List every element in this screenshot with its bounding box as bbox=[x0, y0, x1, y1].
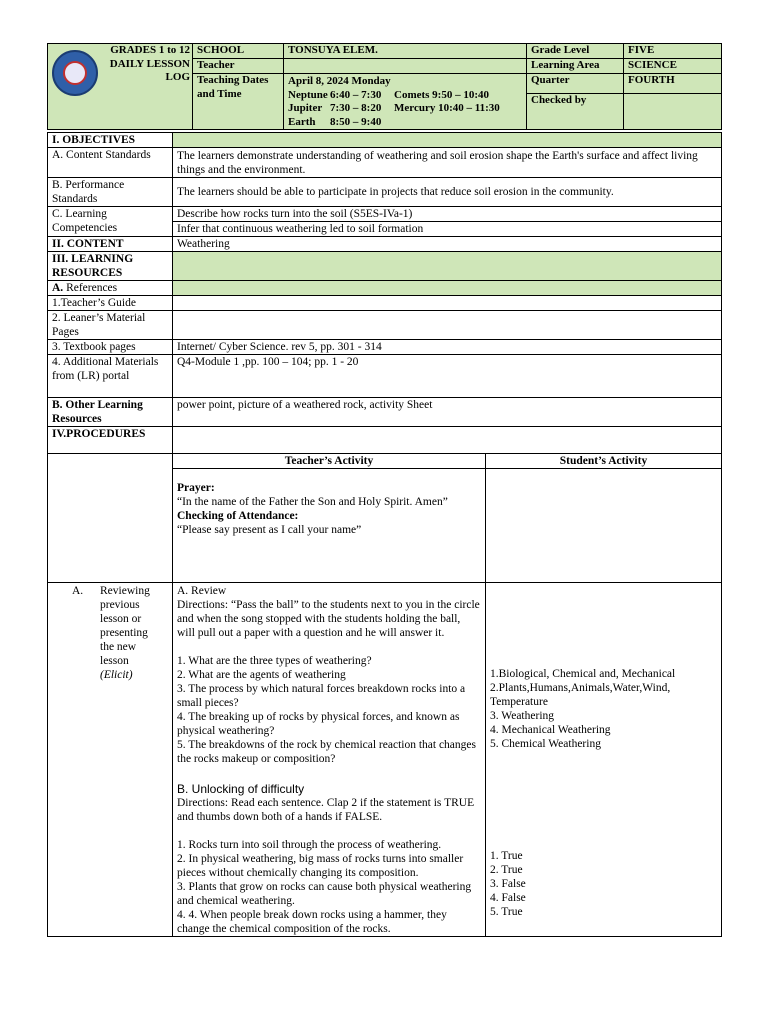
checked-value bbox=[624, 94, 722, 130]
teachers-guide-label: 1.Teacher’s Guide bbox=[48, 296, 173, 311]
other-resources-value: power point, picture of a weathered rock, activity Sheet bbox=[173, 398, 722, 427]
resources-heading: III. LEARNING RESOURCES bbox=[48, 252, 173, 281]
grade-value: FIVE bbox=[624, 44, 722, 59]
review-answer: 4. Mechanical Weathering bbox=[490, 724, 611, 736]
references-prefix: A. bbox=[52, 282, 64, 294]
step-a-label bbox=[52, 584, 168, 682]
step-line: lesson or bbox=[100, 613, 142, 625]
school-value: TONSUYA ELEM. bbox=[284, 44, 527, 59]
review-title: A. Review bbox=[177, 585, 227, 597]
review-question: 4. The breaking up of rocks by physical forces, and known as physical weathering? bbox=[177, 711, 460, 737]
deped-seal-icon bbox=[52, 50, 98, 96]
content-standards-value: The learners demonstrate understanding of weathering and soil erosion shape the Earth's surface and affect living things and the environment. bbox=[173, 148, 722, 178]
header-title-cell bbox=[48, 44, 193, 130]
competency-2: Infer that continuous weathering led to soil formation bbox=[173, 222, 722, 237]
unlock-item: 3. Plants that grow on rocks can cause both physical weathering and chemical weathering. bbox=[177, 881, 472, 907]
additional-materials-label: 4. Additional Materials from (LR) portal bbox=[48, 355, 173, 398]
student-activity-header: Student’s Activity bbox=[486, 454, 722, 469]
prayer-text: “In the name of the Father the Son and Holy Spirit. Amen” bbox=[177, 496, 448, 508]
learners-pages-value bbox=[173, 311, 722, 340]
step-tag: (Elicit) bbox=[100, 669, 133, 681]
schedule-time: 8:50 – 9:40 bbox=[330, 115, 382, 128]
date-line: April 8, 2024 Monday bbox=[288, 75, 391, 87]
unlock-item: 4. 4. When people break down rocks using a hammer, they change the chemical composition of the rocks. bbox=[177, 909, 447, 935]
schedule-extra: Mercury 10:40 – 11:30 bbox=[394, 102, 500, 114]
schedule-row bbox=[288, 102, 522, 116]
textbook-value: Internet/ Cyber Science. rev 5, pp. 301 - 314 bbox=[173, 340, 722, 355]
unlock-answer: 5. True bbox=[490, 906, 523, 918]
school-label: SCHOOL bbox=[193, 44, 284, 59]
teacher-value bbox=[284, 59, 527, 74]
schedule-extra: Comets 9:50 – 10:40 bbox=[394, 88, 490, 101]
intro-teacher-cell bbox=[173, 469, 486, 583]
content-heading: II. CONTENT bbox=[48, 237, 173, 252]
unlock-answer: 4. False bbox=[490, 892, 526, 904]
review-answer: 5. Chemical Weathering bbox=[490, 738, 601, 750]
review-question: 3. The process by which natural forces breakdown rocks into a small pieces? bbox=[177, 683, 466, 709]
review-question: 2. What are the agents of weathering bbox=[177, 669, 346, 681]
attendance-text: “Please say present as I call your name” bbox=[177, 524, 362, 536]
review-directions: Directions: “Pass the ball” to the students next to you in the circle and when the song stopped with the students holding the ball, will pull out a paper with a question and he will answer it. bbox=[177, 599, 480, 639]
references-fill bbox=[173, 281, 722, 296]
checked-label: Checked by bbox=[527, 94, 624, 130]
step-line: previous bbox=[100, 599, 140, 611]
procedures-heading: IV.PROCEDURES bbox=[48, 427, 173, 454]
objectives-fill bbox=[173, 133, 722, 148]
schedule-time: 7:30 – 8:20 bbox=[330, 102, 382, 114]
unlock-title: B. Unlocking of difficulty bbox=[177, 782, 305, 796]
quarter-value: FOURTH bbox=[624, 74, 722, 94]
learners-pages-label: 2. Leaner’s Material Pages bbox=[48, 311, 173, 340]
review-answer: 2.Plants,Humans,Animals,Water,Wind, Temperature bbox=[490, 682, 671, 708]
objectives-heading: I. OBJECTIVES bbox=[48, 133, 173, 148]
unlock-directions: Directions: Read each sentence. Clap 2 if the statement is TRUE and thumbs down both of a hands if FALSE. bbox=[177, 797, 475, 823]
schedule-name: Neptune bbox=[288, 88, 328, 101]
area-value: SCIENCE bbox=[624, 59, 722, 74]
step-a-letter: A. bbox=[72, 585, 84, 597]
content-standards-label: A. Content Standards bbox=[48, 148, 173, 178]
teacher-label: Teacher bbox=[193, 59, 284, 74]
attendance-label: Checking of Attendance: bbox=[177, 510, 299, 522]
schedule-row bbox=[288, 116, 522, 130]
prayer-label: Prayer: bbox=[177, 482, 215, 494]
review-question: 5. The breakdowns of the rock by chemical reaction that changes the rocks makeup or composition? bbox=[177, 739, 476, 765]
grade-label: Grade Level bbox=[527, 44, 624, 59]
unlock-answer: 2. True bbox=[490, 864, 523, 876]
references-label bbox=[48, 281, 173, 296]
header-table bbox=[47, 43, 722, 130]
unlock-item: 2. In physical weathering, big mass of rocks turns into smaller pieces without chemically changing its composition. bbox=[177, 853, 464, 879]
review-answer: 1.Biological, Chemical and, Mechanical bbox=[490, 668, 676, 680]
review-question: 1. What are the three types of weathering? bbox=[177, 655, 372, 667]
schedule-name: Earth bbox=[288, 115, 316, 128]
unlock-answer: 3. False bbox=[490, 878, 526, 890]
intro-step-cell bbox=[48, 454, 173, 583]
unlock-answer: 1. True bbox=[490, 850, 523, 862]
procedures-fill bbox=[173, 427, 722, 454]
teachers-guide-value bbox=[173, 296, 722, 311]
lesson-table bbox=[47, 132, 722, 937]
dates-label: Teaching Dates and Time bbox=[193, 74, 284, 130]
schedule-time: 6:40 – 7:30 bbox=[330, 88, 382, 101]
header-title-line-3: LOG bbox=[165, 71, 190, 83]
other-resources-label: B. Other Learning Resources bbox=[48, 398, 173, 427]
intro-student-cell bbox=[486, 469, 722, 583]
performance-standards-label: B. Performance Standards bbox=[48, 178, 173, 207]
additional-materials-value: Q4-Module 1 ,pp. 100 – 104; pp. 1 - 20 bbox=[173, 355, 722, 398]
review-answer: 3. Weathering bbox=[490, 710, 555, 722]
schedule-cell bbox=[284, 74, 527, 130]
unlock-item: 1. Rocks turn into soil through the process of weathering. bbox=[177, 839, 442, 851]
competencies-label: C. Learning Competencies bbox=[48, 207, 173, 237]
schedule-row bbox=[288, 89, 522, 103]
step-a-cell bbox=[48, 583, 173, 937]
header-title-line-1: GRADES 1 to 12 bbox=[110, 44, 190, 56]
schedule-name: Jupiter bbox=[288, 102, 323, 114]
step-line: presenting bbox=[100, 627, 148, 639]
step-line: lesson bbox=[100, 655, 129, 667]
step-line: Reviewing bbox=[100, 585, 150, 597]
review-teacher-cell bbox=[173, 583, 486, 937]
competency-1: Describe how rocks turn into the soil (S5ES-IVa-1) bbox=[173, 207, 722, 222]
content-value: Weathering bbox=[173, 237, 722, 252]
quarter-label: Quarter bbox=[527, 74, 624, 94]
resources-fill bbox=[173, 252, 722, 281]
area-label: Learning Area bbox=[527, 59, 624, 74]
header-title-line-2: DAILY LESSON bbox=[109, 57, 190, 70]
references-text: References bbox=[66, 282, 118, 294]
review-student-cell bbox=[486, 583, 722, 937]
step-line: the new bbox=[100, 641, 137, 653]
teacher-activity-header: Teacher’s Activity bbox=[173, 454, 486, 469]
performance-standards-value: The learners should be able to participate in projects that reduce soil erosion in the community. bbox=[173, 178, 722, 207]
textbook-label: 3. Textbook pages bbox=[48, 340, 173, 355]
